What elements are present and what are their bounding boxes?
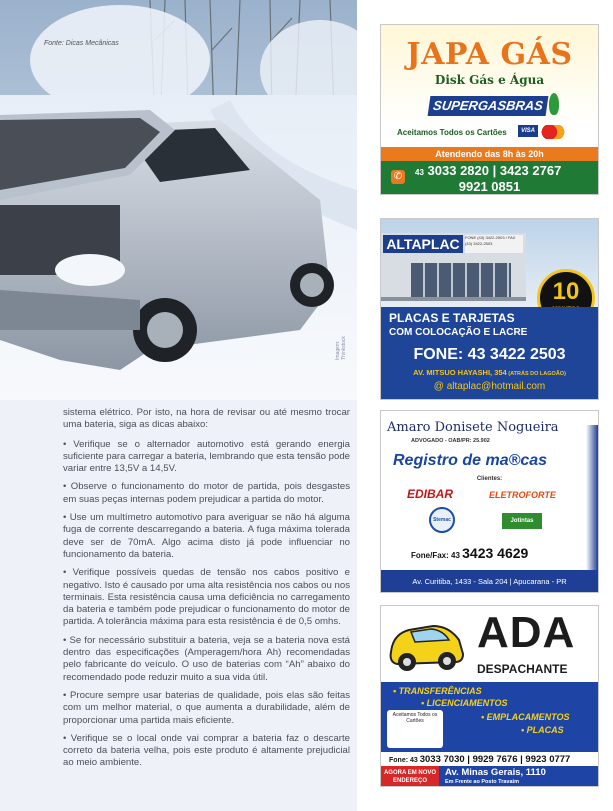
article-bullet: • Se for necessário substituir a bateria, veja se a bateria nova está dentro das especificações (Amperagem/hora Ah) recomendadas pelo fabricante do veículo. O uso de baterias com “Ah” abaixo do recomendado pode reduzir muito a sua vida útil. — [63, 634, 350, 683]
lawyer-name: Amaro Donisete Nogueira — [387, 420, 559, 435]
ad-subheadline: COM COLOCAÇÃO E LACRE — [389, 327, 528, 338]
ad-address: Av. Minas Gerais, 1110 — [445, 767, 546, 778]
ad-subtitle: DESPACHANTE — [477, 662, 568, 676]
phone-numbers: 3033 7030 | 9929 7676 | 9923 0777 — [419, 754, 571, 765]
article-bullet: • Verifique se o alternador automotivo está gerando energia suficiente para carregar a bateria, lembrando que esta tensão pode variar entre 13,5V a 14,5V. — [63, 438, 350, 475]
photo-caption: Fonte: Dicas Mecânicas — [44, 40, 119, 47]
client-logo: EDIBAR — [407, 487, 454, 501]
service-item: • PLACAS — [521, 725, 564, 735]
cards-text: Aceitamos Todos os Cartões — [397, 128, 507, 137]
ad-address — [381, 368, 598, 377]
ad-title: ADA — [477, 608, 576, 657]
article-bullet: • Procure sempre usar baterias de qualidade, pois elas são feitas com um melhor material, o que aumenta a durabilidade, além de proporcionar uma partida mais eficiente. — [63, 689, 350, 726]
store-sign: ALTAPLAC — [383, 235, 463, 253]
phone-icon: ✆ — [391, 170, 405, 184]
new-address-badge: AGORA EM NOVO ENDEREÇO — [381, 766, 439, 787]
ad-phone — [411, 545, 528, 561]
car-cartoon-icon — [387, 614, 467, 676]
minutes-number: 10 — [552, 278, 580, 305]
service-item: • TRANSFERÊNCIAS — [393, 686, 482, 696]
ad-japa-gas[interactable] — [380, 24, 599, 195]
store-sign-small: FONE (43) 3422-2503 / FAX (43) 3422-2503 — [465, 235, 523, 253]
service-title: Registro de ma®cas — [393, 452, 548, 469]
photo-credit: Imagem: Thinkstock — [335, 336, 347, 360]
address-main: AV. MITSUO HAYASHI, 354 — [413, 368, 507, 377]
phone-numbers: 3033 2820 | 3423 2767 — [427, 163, 562, 178]
cards-text: Aceitamos Todos os Cartões — [392, 712, 438, 724]
client-logo: Jotintas — [502, 513, 542, 529]
hours-text: Atendendo das 8h às 20h — [381, 147, 598, 161]
email-text: altaplac@hotmail.com — [446, 381, 546, 392]
article-bullet: • Verifique se o local onde vai comprar a bateria faz o descarte correto da bateria velha, pois este produto é altamente prejudicial ao meio ambiente. — [63, 732, 350, 769]
ad-email[interactable] — [381, 381, 598, 392]
mastercard-logo — [541, 125, 565, 139]
article-bullet: • Use um multímetro automotivo para averiguar se não há alguma fuga de corrente descarregando a bateria. A fuga máxima tolerada deve ser de 70mA. Algo acima disto já pode influenciar no funcionamento da bateria. — [63, 512, 350, 560]
service-item: • LICENCIAMENTOS — [421, 698, 508, 708]
article-intro: sistema elétrico. Por isto, na hora de revisar ou até mesmo trocar uma bateria, siga as dicas abaixo: — [63, 407, 350, 431]
car-snow-photo — [0, 0, 357, 400]
ad-title: JAPA GÁS — [406, 37, 573, 72]
ad-headline: PLACAS E TARJETAS — [389, 311, 515, 325]
client-logo: ELETROFORTE — [489, 490, 556, 500]
ad-altaplac[interactable] — [380, 218, 599, 400]
email-icon: @ — [433, 381, 447, 392]
article-bullet: • Observe o funcionamento do motor de partida, pois desgastes em suas peças internas podem prejudicar a partida do motor. — [63, 481, 350, 505]
store-doors — [411, 263, 511, 297]
ad-subtitle: Disk Gás e Água — [434, 73, 545, 87]
ad-amaro-nogueira[interactable] — [380, 410, 599, 593]
ddd: 43 — [415, 168, 424, 177]
ad-address: Av. Curitiba, 1433 - Sala 204 | Apucarana - PR — [381, 570, 598, 593]
client-logo: Stemac — [429, 507, 455, 533]
flame-icon — [549, 93, 559, 115]
ad-ada-despachante[interactable] — [380, 605, 599, 787]
phone-label: Fone/Fax: 43 — [411, 551, 463, 560]
phone-line-2: 9921 0851 — [458, 179, 521, 194]
phone-label: Fone: 43 — [389, 757, 420, 764]
decorative-stripe — [586, 425, 598, 570]
address-note: (ATRÁS DO LAGOÃO) — [506, 371, 566, 377]
article-bullet: • Verifique possíveis quedas de tensão nos cabos positivo e negativo. Isto é causado por uma alta resistência nos cabos ou nos terminais. Esta resistência causa uma deficiência no carregamento da bateria e também pode prejudicar o funcionamento do motor de partida. A tolerância máxima para esta resistência é de 0,5 omhs. — [63, 567, 350, 628]
phone-number: 3423 4629 — [462, 545, 529, 561]
visa-logo: VISA — [518, 125, 538, 137]
ad-phone — [389, 754, 570, 765]
lawyer-role: ADVOGADO - OAB/PR: 25.902 — [411, 438, 490, 444]
ad-phone: FONE: 43 3422 2503 — [413, 346, 566, 363]
phone-line-1 — [415, 163, 561, 178]
article-body — [63, 407, 350, 776]
cards-box — [387, 710, 443, 748]
clients-label: Clientes: — [476, 476, 503, 482]
address-reference: Em Frente ao Posto Travaim — [445, 779, 519, 785]
service-item: • EMPLACAMENTOS — [481, 712, 570, 722]
supergasbras-logo: SUPERGASBRAS — [428, 96, 549, 116]
